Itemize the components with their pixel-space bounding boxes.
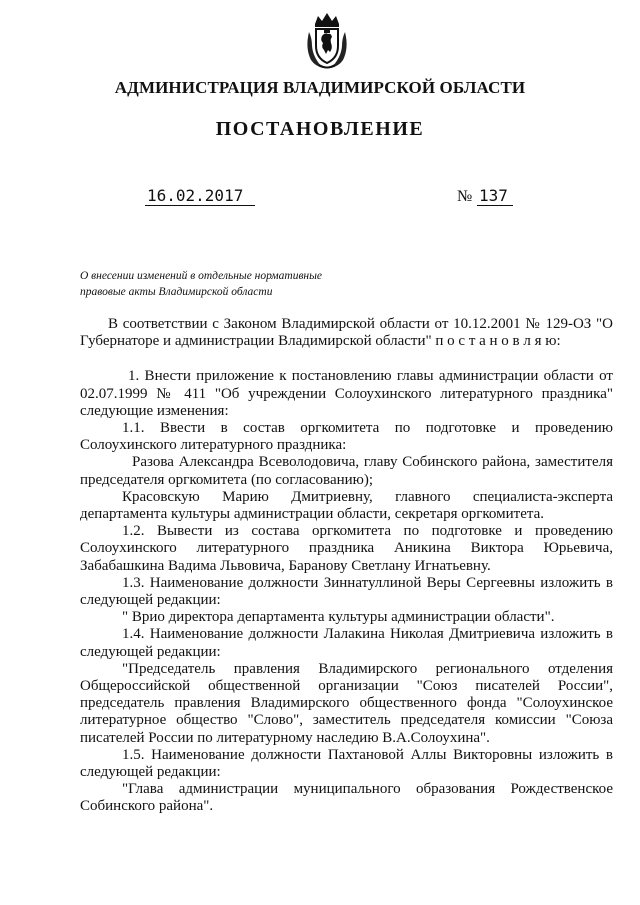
- document-number: 137: [477, 187, 513, 206]
- clause-1-1-item: Разова Александра Всеволодовича, главу Собинского района, заместителя председателя оргкомитета (по согласованию);: [80, 454, 613, 488]
- coat-of-arms-icon: [303, 10, 351, 70]
- clause-1-3: 1.3. Наименование должности Зиннатуллиной Веры Сергеевны изложить в следующей редакции:: [80, 574, 613, 609]
- subject-line: правовые акты Владимирской области: [80, 286, 273, 298]
- clause-1-4-text: "Председатель правления Владимирского регионального отделения Общероссийской общественной организации "Союз писателей России", председатель правления Владимирского общественного фонда "Солоухинское литературное общество "Слово", заместитель председателя комиссии "Союза писателей России по литературному наследию В.А.Солоухина".: [80, 660, 613, 746]
- clause-1: 1. Внести приложение к постановлению главы администрации области от 02.07.1999 № 411 "Об учреждении Солоухинского литературного праздника" следующие изменения:: [80, 368, 613, 419]
- document-type-title: ПОСТАНОВЛЕНИЕ: [215, 118, 425, 140]
- document-number-label: №: [457, 188, 473, 205]
- clause-1-2: 1.2. Вывести из состава оргкомитета по подготовке и проведению Солоухинского литературного праздника Аникина Виктора Юрьевича, Забабашкина Вадима Львовича, Баранову Светлану Игнатьевну.: [80, 523, 613, 574]
- document-subject: [80, 268, 400, 300]
- clause-1-5-text: "Глава администрации муниципального образования Рождественское Собинского района".: [80, 781, 613, 815]
- organization-name: АДМИНИСТРАЦИЯ ВЛАДИМИРСКОЙ ОБЛАСТИ: [114, 78, 526, 97]
- clause-1-1-item: Красовскую Марию Дмитриевну, главного специалиста-эксперта департамента культуры администрации области, секретаря оргкомитета.: [80, 488, 613, 523]
- clause-1-5: 1.5. Наименование должности Пахтановой Аллы Викторовны изложить в следующей редакции:: [80, 746, 613, 781]
- clause-1-1: 1.1. Ввести в состав оргкомитета по подготовке и проведению Солоухинского литературного праздника:: [80, 420, 613, 454]
- document-date: 16.02.2017: [145, 187, 255, 206]
- subject-line: О внесении изменений в отдельные нормативные: [80, 270, 323, 282]
- clause-1-3-text: " Врио директора департамента культуры администрации области".: [122, 609, 555, 626]
- preamble-paragraph: В соответствии с Законом Владимирской области от 10.12.2001 № 129-ОЗ "О Губернаторе и администрации Владимирской области" п о с т а н о в л я ю:: [80, 316, 613, 350]
- clause-1-4: 1.4. Наименование должности Лалакина Николая Дмитриевича изложить в следующей редакции:: [80, 626, 613, 660]
- document-body: [80, 316, 613, 816]
